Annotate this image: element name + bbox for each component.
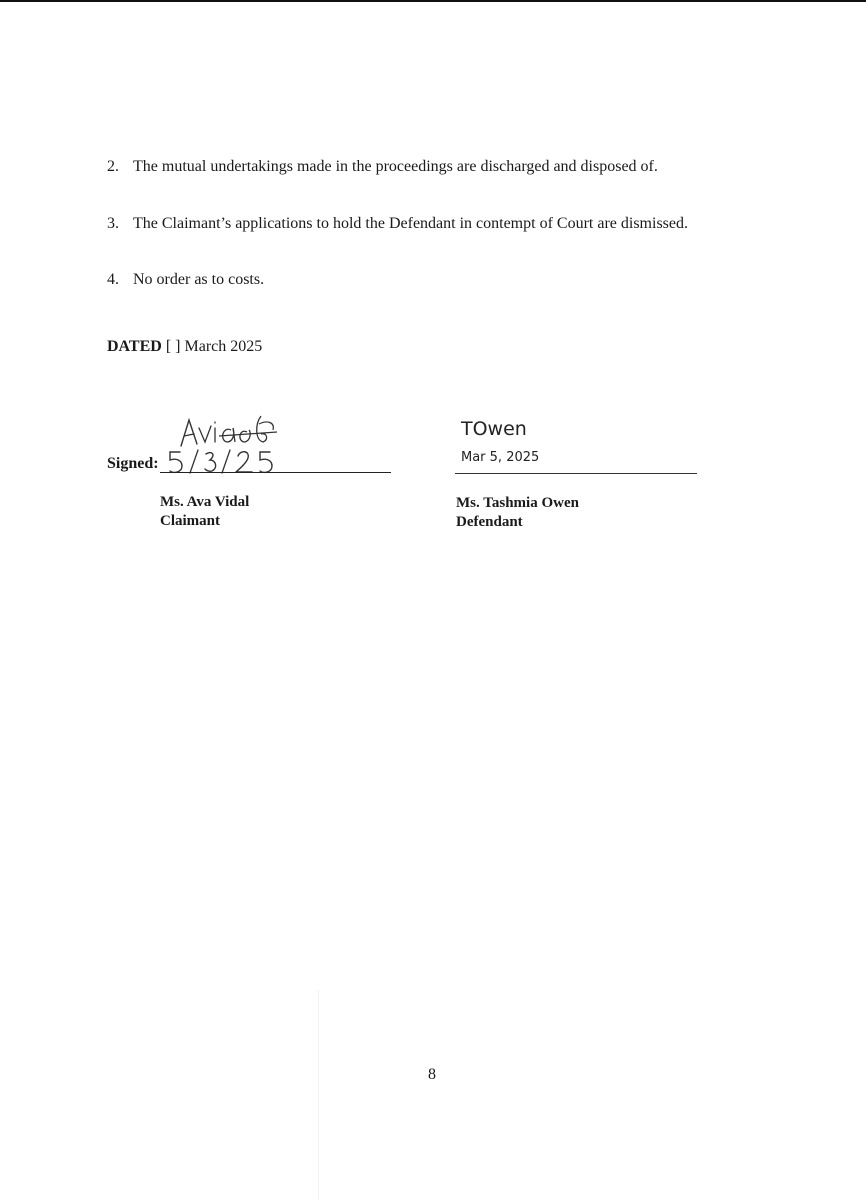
claimant-handwritten-signature bbox=[175, 410, 285, 450]
defendant-signature-line bbox=[455, 473, 697, 474]
defendant-party bbox=[456, 494, 579, 532]
top-border bbox=[0, 0, 866, 2]
paragraph-number: 4. bbox=[107, 271, 119, 288]
page-number: 8 bbox=[428, 1066, 436, 1083]
paragraph-3 bbox=[107, 214, 688, 234]
paragraph-text: The mutual undertakings made in the proceedings are discharged and disposed of. bbox=[133, 158, 658, 175]
claimant-name: Ms. Ava Vidal bbox=[160, 494, 250, 510]
paragraph-4 bbox=[107, 270, 264, 290]
claimant-party bbox=[160, 493, 249, 531]
claimant-role: Claimant bbox=[160, 513, 220, 529]
dated-label: DATED bbox=[107, 338, 162, 355]
defendant-e-signature-date: Mar 5, 2025 bbox=[461, 450, 540, 465]
page-fold-shadow bbox=[318, 990, 319, 1200]
paragraph-2 bbox=[107, 157, 658, 177]
claimant-signature-line bbox=[160, 472, 391, 473]
defendant-role: Defendant bbox=[456, 514, 523, 530]
paragraph-number: 2. bbox=[107, 158, 119, 175]
paragraph-text: No order as to costs. bbox=[133, 271, 265, 288]
signed-label: Signed: bbox=[107, 455, 159, 472]
paragraph-number: 3. bbox=[107, 215, 119, 232]
defendant-e-signature: TOwen bbox=[461, 418, 527, 440]
dated-line bbox=[107, 337, 262, 357]
paragraph-text: The Claimant’s applications to hold the Defendant in contempt of Court are dismissed. bbox=[133, 215, 688, 232]
dated-value: [ ] March 2025 bbox=[165, 338, 263, 355]
defendant-name: Ms. Tashmia Owen bbox=[456, 495, 579, 511]
